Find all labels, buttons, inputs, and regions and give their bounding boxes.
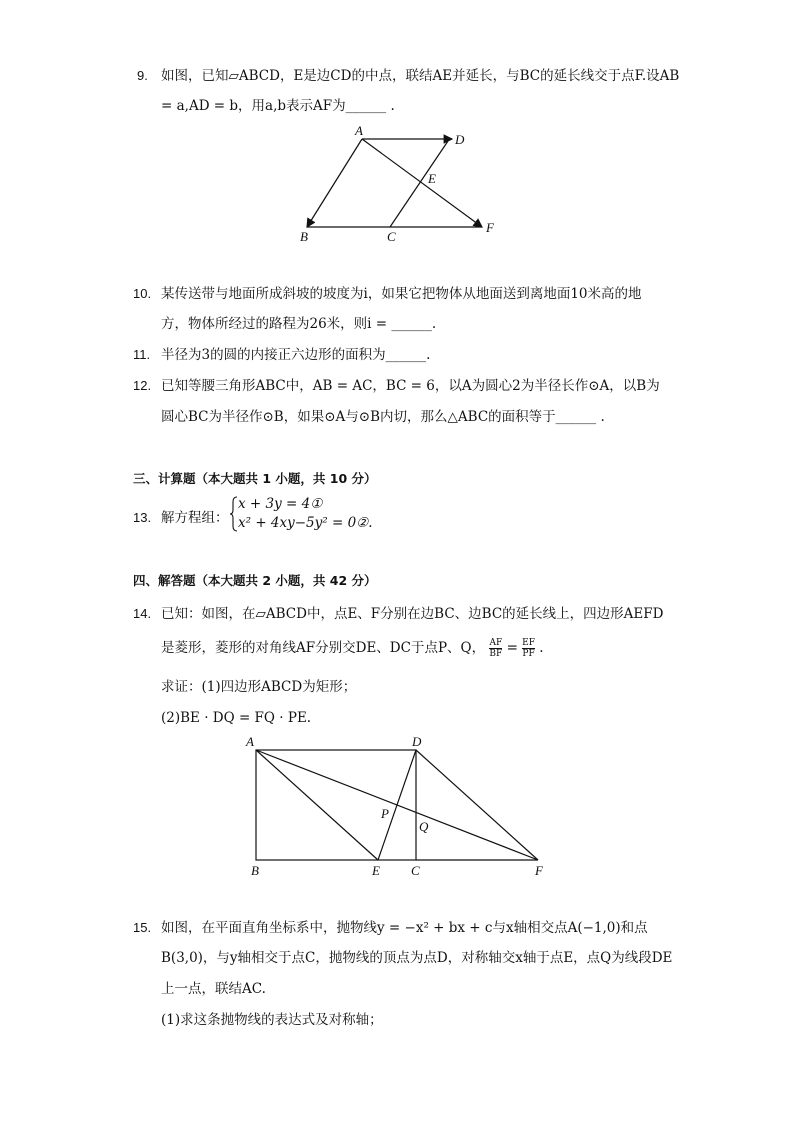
q14-label-p: P xyxy=(381,806,389,821)
q15-number: 15. xyxy=(133,920,152,935)
q15-text-line1: 如图，在平面直角坐标系中，抛物线y = −x² + bx + c与x轴相交点A(−1,0)和点 xyxy=(161,920,648,936)
q13-equation-1: x + 3y = 4① xyxy=(238,496,323,512)
q14-text-line4: (2)BE · DQ = FQ · PE. xyxy=(161,710,312,726)
q14-text-line2a: 是菱形，菱形的对角线AF分别交DE、DC于点P、Q， xyxy=(161,640,486,656)
q12-text-line2: 圆心BC为半径作⊙B，如果⊙A与⊙B内切，那么△ABC的面积等于______ . xyxy=(161,409,605,425)
q14-equals: = xyxy=(506,640,518,656)
q9-label-a: A xyxy=(355,124,363,138)
q10-number: 10. xyxy=(133,286,152,301)
q14-label-a: A xyxy=(246,734,254,749)
q14-label-e: E xyxy=(372,863,380,878)
q14-segment-ae xyxy=(256,750,378,860)
section-3-heading: 三、计算题（本大题共 1 小题，共 10 分） xyxy=(133,471,377,486)
q13-number: 13. xyxy=(133,510,152,525)
q15-text-line3: 上一点，联结AC. xyxy=(161,981,266,997)
q14-text-line2 xyxy=(161,638,544,659)
q14-label-d: D xyxy=(412,734,422,749)
q10-text-line1: 某传送带与地面所成斜坡的坡度为i，如果它把物体从地面送到离地面10米高的地 xyxy=(161,286,642,302)
q14-text-line1: 已知：如图，在▱ABCD中，点E、F分别在边BC、边BC的延长线上，四边形AEFD xyxy=(161,606,664,622)
q14-fraction-af-bf: $\frac{AF}{BF}$ xyxy=(489,638,503,659)
q14-figure xyxy=(240,732,560,880)
q13-prefix: 解方程组： xyxy=(161,510,229,526)
q9-vector-ab xyxy=(307,139,362,227)
section-4-heading: 四、解答题（本大题共 2 小题，共 42 分） xyxy=(133,573,377,588)
q14-rectangle-abcd xyxy=(256,750,416,860)
q13-equation-2: x² + 4xy−5y² = 0②. xyxy=(238,515,373,531)
q14-text-line2b: . xyxy=(539,640,544,656)
q9-label-d: D xyxy=(455,132,465,147)
q14-label-q: Q xyxy=(419,819,429,834)
q14-text-line3: 求证：(1)四边形ABCD为矩形； xyxy=(161,679,357,695)
q9-label-e: E xyxy=(428,171,436,186)
q9-text-line2: = a,AD = b，用a,b表示AF为______ . xyxy=(161,98,395,114)
q12-number: 12. xyxy=(133,378,152,393)
q14-segment-df xyxy=(416,750,538,860)
q14-number: 14. xyxy=(133,606,152,621)
q9-segment-cd xyxy=(390,141,448,227)
q9-label-f: F xyxy=(486,220,494,235)
q11-text-line1: 半径为3的圆的内接正六边形的面积为______. xyxy=(161,347,431,363)
q15-text-line4: (1)求这条抛物线的表达式及对称轴； xyxy=(161,1012,383,1028)
q14-label-c: C xyxy=(411,863,420,878)
q9-vector-af xyxy=(362,139,482,227)
q9-figure xyxy=(290,124,510,246)
q9-number: 9. xyxy=(137,68,148,83)
q9-text-line1: 如图，已知▱ABCD，E是边CD的中点，联结AE并延长，与BC的延长线交于点F.设AB xyxy=(161,68,680,84)
q11-number: 11. xyxy=(133,347,151,362)
q15-text-line2: B(3,0)，与y轴相交于点C，抛物线的顶点为点D，对称轴交x轴于点E，点Q为线段DE xyxy=(161,950,673,966)
q12-text-line1: 已知等腰三角形ABC中，AB = AC，BC = 6，以A为圆心2为半径长作⊙A，以B为 xyxy=(161,378,660,394)
q14-label-b: B xyxy=(251,863,259,878)
q9-label-c: C xyxy=(387,229,396,244)
q9-label-b: B xyxy=(300,229,308,244)
q14-label-f: F xyxy=(535,863,543,878)
q14-fraction-ef-pf: $\frac{EF}{PF}$ xyxy=(522,638,535,659)
q10-text-line2: 方，物体所经过的路程为26米，则i = ______. xyxy=(161,316,437,332)
q14-segment-af xyxy=(256,750,538,860)
